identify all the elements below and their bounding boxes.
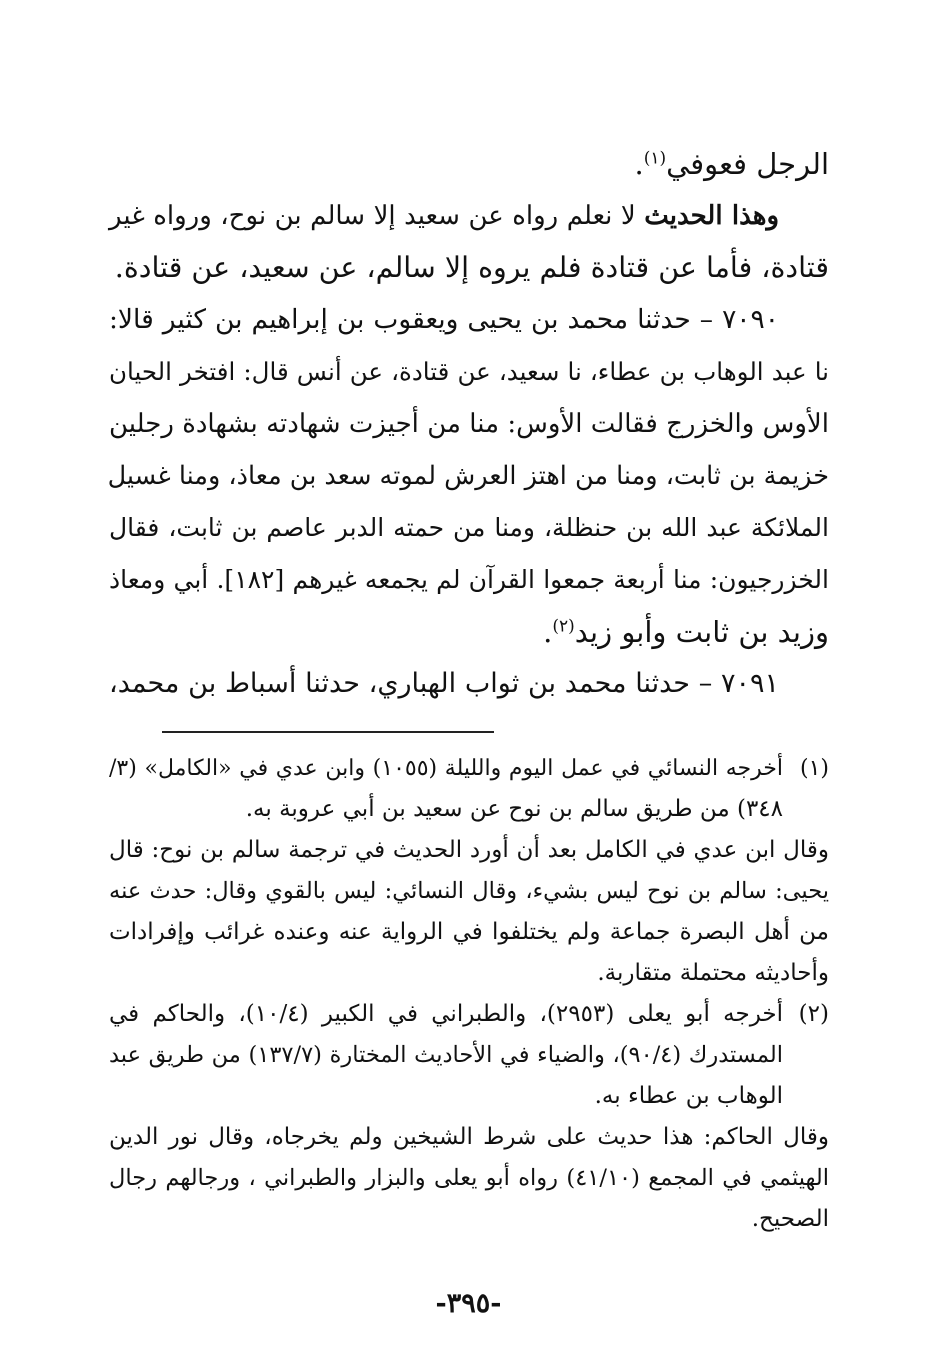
hadith-7090-heading: ٧٠٩٠ – حدثنا محمد بن يحيى ويعقوب بن إبراهيم بن كثير قالا: [109, 304, 779, 335]
footnote-2-line-4: وقال الحاكم: هذا حديث على شرط الشيخين ولم يخرجاه، وقال نور الدين [109, 1124, 829, 1150]
text-line-8: الملائكة عبد الله بن حنظلة، ومنا من حمته الدبر عاصم بن ثابت، فقال [109, 513, 829, 542]
footnote-1-line-5: من أهل البصرة جماعة ولم يختلفوا في الرواية عنه وعنده غرائب وإفرادات [109, 919, 829, 945]
text-line-9: الخزرجيون: منا أربعة جمعوا القرآن لم يجمعه غيرهم [١٨٢]. أبي ومعاذ [109, 565, 829, 594]
text-line-10 [109, 606, 829, 658]
text-fragment: أخرجه النسائي في عمل اليوم والليلة (١٠٥٥) وابن عدي في «الكامل» (٣/ [109, 756, 783, 781]
footnote-2-line-5: الهيثمي في المجمع (٤١/١٠) رواه أبو يعلى والبزار والطبراني ، ورجالهم رجال [109, 1165, 829, 1191]
main-text [109, 138, 829, 710]
text-line-6: الأوس والخزرج فقالت الأوس: منا من أجيزت شهادته بشهادة رجلين [109, 409, 829, 439]
text-fragment: أخرجه أبو يعلى (٢٩٥٣)، والطبراني في الكبير (١٠/٤)، والحاكم في [109, 1001, 783, 1027]
footnote-2-number: (٢) [798, 1001, 829, 1027]
footnote-separator [162, 731, 494, 733]
text-line-5: نا عبد الوهاب بن عطاء، نا سعيد، عن قتادة، عن أنس قال: افتخر الحيان [109, 357, 829, 386]
text-line-3: قتادة، فأما عن قتادة فلم يروه إلا سالم، عن سعيد، عن قتادة. [114, 251, 829, 284]
hadith-7091-heading: ٧٠٩١ – حدثنا محمد بن ثواب الهباري، حدثنا أسباط بن محمد، [109, 668, 779, 699]
text-fragment: . [543, 615, 553, 649]
text-fragment: . [634, 147, 644, 181]
footnote-ref-2[interactable]: (٢) [552, 616, 575, 637]
page-number: -٣٩٥- [435, 1288, 502, 1319]
bold-phrase: وهذا الحديث [644, 201, 779, 231]
footnote-1-line-2: ٣٤٨) من طريق سالم بن نوح عن سعيد بن أبي عروبة به. [245, 796, 783, 822]
footnote-2-line-3: الوهاب بن عطاء به. [594, 1083, 783, 1109]
footnote-1-line-6: وأحاديثه محتملة متقاربة. [597, 960, 829, 986]
footnote-1-number: (١) [799, 756, 829, 781]
footnote-2-line-6: الصحيح. [751, 1206, 829, 1232]
footnote-ref-1[interactable]: (١) [643, 148, 667, 169]
footnote-2-line-2: المستدرك (٩٠/٤)، والضياء في الأحاديث المختارة (١٣٧/٧) من طريق عبد [109, 1042, 783, 1068]
text-line-2 [109, 190, 829, 242]
footnote-2-line-1 [109, 994, 829, 1035]
footnotes [109, 748, 829, 1240]
text-fragment: وزيد بن ثابت وأبو زيد [574, 615, 829, 649]
text-fragment: لا نعلم رواه عن سعيد إلا سالم بن نوح، ورواه غير [109, 201, 645, 231]
footnote-1-line-4: يحيى: سالم بن نوح ليس بشيء، وقال النسائي: ليس بالقوي وقال: حدث عنه [109, 878, 829, 904]
text-line-1 [109, 138, 829, 190]
footnote-1-line-1 [109, 748, 829, 789]
footnote-1-line-3: وقال ابن عدي في الكامل بعد أن أورد الحديث في ترجمة سالم بن نوح: قال [109, 837, 829, 863]
text-line-7: خزيمة بن ثابت، ومنا من اهتز العرش لموته سعد بن معاذ، ومنا غسيل [107, 461, 829, 491]
text-fragment: الرجل فعوفي [666, 147, 829, 181]
